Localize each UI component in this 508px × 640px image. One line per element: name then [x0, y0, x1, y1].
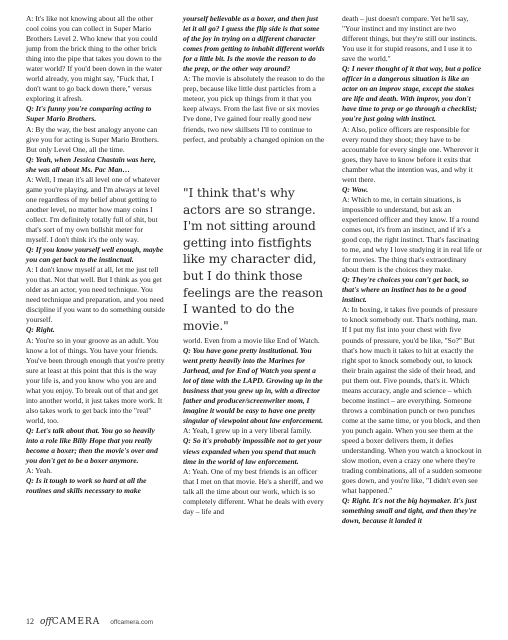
question-paragraph: Q: Is it tough to work so hard at all the routines and skills necessary to make — [26, 476, 147, 496]
pull-quote: "I think that's why actors are so strange. I'm not sitting around getting into fistfights like my character did, but I do think those feelings are the reason I wanted to do the movie." — [183, 186, 323, 333]
question-paragraph: Q: It's funny you're comparing acting to Super Mario Brothers. — [26, 104, 152, 124]
answer-paragraph: world. Even from a movie like End of Watch. — [183, 336, 320, 345]
question-paragraph: Q: Yeah, when Jessica Chastain was here, she was all about Ms. Pac Man… — [26, 154, 156, 174]
question-paragraph: Q: So it's probably impossible not to get your views expanded when you spend that much time in the world of law enforcement. — [183, 436, 322, 466]
column-2-bottom — [183, 336, 325, 517]
question-paragraph: Q: You have gone pretty institutional. You went pretty heavily into the Marines for Jarhead, and for End of Watch you spent a lot of time with the LAPD. Growing up in the business that you grew up in, with a director father and producer/screenwriter mom, I imagine it would be easy to have one pretty singular of viewpoint about law enforcement. — [183, 346, 324, 426]
answer-paragraph: A: You're so in your groove as an adult. You know a lot of things. You have your friends. You've been through enough that you're pretty sure at least at this point that this is the way your life is, and you know who you are and what you enjoy. To break out of that and get into another world, it just takes more work. It also takes work to get back into the "real" world, too. — [26, 335, 165, 425]
question-paragraph: Q: If you know yourself well enough, maybe you can get back to the instinctual. — [26, 245, 164, 265]
answer-paragraph: A: Yeah, I grew up in a very liberal family. — [183, 426, 312, 436]
brand-logo — [40, 617, 100, 627]
answer-paragraph: death – just doesn't compare. Yet he'll say, "Your instinct and my instinct are two different things, but they're still our instincts. You use it for stupid reasons, and I use it to save the world." — [342, 14, 477, 64]
brand-off: off — [40, 617, 52, 627]
column-2-top — [183, 14, 325, 145]
question-paragraph: yourself believable as a boxer, and then just let it all go? I guess the flip side is that some of the joy in trying on a different character comes from getting to inhabit different worlds for a little bit. Is the movie the reason to do the prep, or the other way around? — [183, 14, 325, 74]
column-1 — [26, 14, 166, 496]
page-footer — [26, 617, 153, 631]
answer-paragraph: A: I don't know myself at all, let me just tell you that. Not that well. But I think as you get older as an actor, you need technique. You need technique and preparation, and you need discipline if you want to do something outside yourself. — [26, 265, 165, 325]
answer-paragraph: A: Yeah. One of my best friends is an officer that I met on that movie. He's a sheriff, and we talk all the time about our work, which is so completely different. What he deals with every day – life and — [183, 466, 324, 516]
answer-paragraph: A: By the way, the best analogy anyone can give you for acting is Super Mario Brothers. But only Level One, all the time. — [26, 124, 159, 154]
question-paragraph: Q: Right. — [26, 325, 55, 335]
answer-paragraph: A: It's like not knowing about all the other cool coins you can collect in Super Mario Brothers Level 2. Who knew that you could jump from the brick thing to the other brick thing into the pipe that takes you down to the water world? If you'd been down in the water world already, you might say, "Fuck that, I don't want to go back down there," versus exploring it afresh. — [26, 14, 163, 104]
answer-paragraph: A: Yeah. — [26, 466, 53, 476]
brand-camera: CAMERA — [51, 617, 101, 627]
question-paragraph: Q: Let's talk about that. You go so heavily into a role like Billy Hope that you really become a boxer; then the movie's over and you don't get to be a boxer anymore. — [26, 425, 158, 466]
answer-paragraph: A: The movie is absolutely the reason to do the prep, because like little dust particles from a meteor, you pick up things from it that you keep always. From the last five or six movies I've done, I've gained four really good new friends, two new skillsets I'll to continue to perfect, and probably a changed opinion on the — [183, 74, 325, 144]
answer-paragraph: A: Well, I mean it's all level one of whatever game you're playing, and I'm always at level one regardless of my belief about getting to another level, no matter how many coins I collect. I'm definitely totally full of shit, but that's sort of my own bullshit meter for myself. I don't think it's the only way. — [26, 174, 160, 245]
column-3 — [342, 14, 482, 526]
question-paragraph: Q: They're choices you can't get back, so that's where an instinct has to be a good instinct. — [342, 275, 469, 305]
answer-paragraph: A: Which to me, in certain situations, is impossible to understand, but ask an experienced officer and they know. If a round comes out, it's from an instinct, and if it's a good cop, the right instinct. That's fascinating to me, and why I love studying it in real life or for movies. The thing that's extraordinary about them is the choices they make. — [342, 194, 482, 275]
page-number: 12 — [26, 617, 34, 626]
question-paragraph: Q: Right. It's not the big haymaker. It's just something small and tight, and then they're down, because it landed it — [342, 496, 477, 526]
answer-paragraph: A: In boxing, it takes five pounds of pressure to knock somebody out. That's nothing, man. If I put my fist into your chest with five pounds of pressure, you'd be like, "So?" But that's how much it takes to hit at exactly the right spot to knock somebody out, to knock their brain against the side of their head, and put them out. Five pounds, that's it. Which means accuracy, angle and science – which become instinct – are everything. Someone throws a combination punch or two punches come at the same time, or you block, and then you punch again. When you see them at the speed a boxer delivers them, it defies understanding. When you watch a knockout in slow motion, even a crazy one where they're trading combinations, all of a sudden someone goes down, and you're like, "I didn't even see what happened." — [342, 305, 482, 496]
answer-paragraph: A: Also, police officers are responsible for every round they shoot; they have to be accountable for every single one. Wherever it goes, they have to know before it exits that chamber what the intention was, and why it went there. — [342, 124, 479, 184]
website-url: offcamera.com — [110, 619, 154, 626]
question-paragraph: Q: Wow. — [342, 184, 369, 194]
question-paragraph: Q: I never thought of it that way, but a police officer in a dangerous situation is like an actor on an improv stage, except the stakes are life and death. With improv, you don't have time to prep or go through a checklist; you're just going with instinct. — [342, 64, 482, 124]
